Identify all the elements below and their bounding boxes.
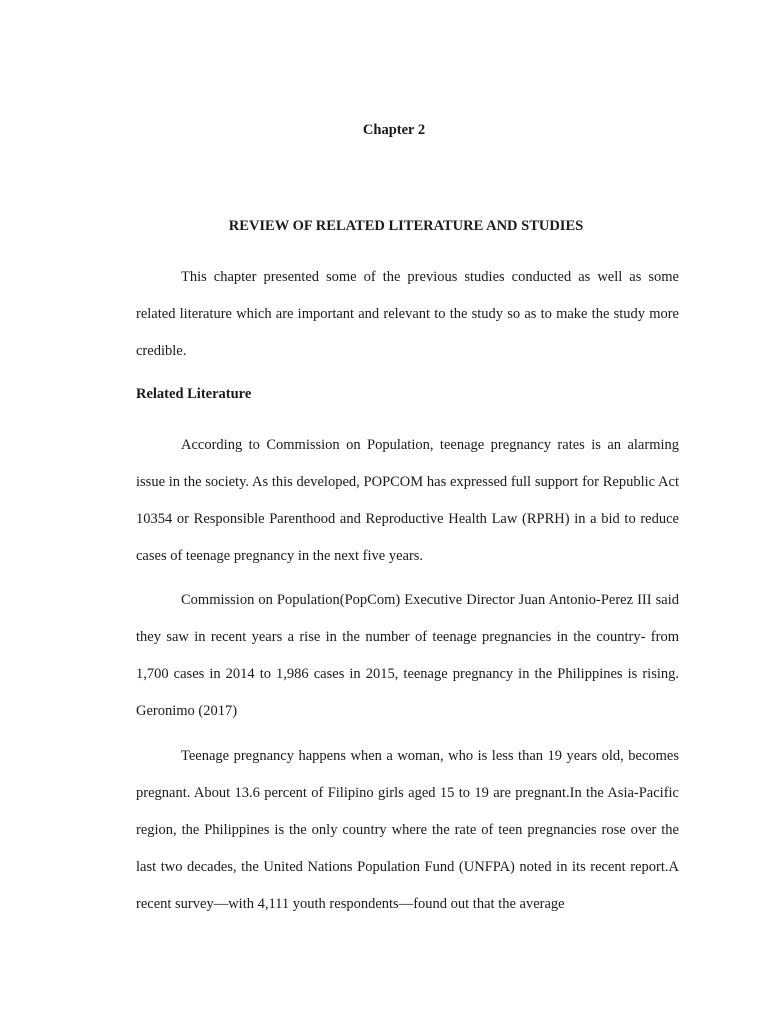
intro-paragraph: This chapter presented some of the previous studies conducted as well as some related literature which are important and relevant to the study so as to make the study more credible.: [136, 269, 679, 359]
intro-block: [136, 259, 679, 370]
section-heading: Related Literature: [136, 386, 252, 402]
chapter-number: Chapter 2: [362, 122, 426, 138]
paragraph-block-3: [136, 738, 679, 923]
chapter-title: REVIEW OF RELATED LITERATURE AND STUDIES: [228, 218, 584, 234]
paragraph-block-1: [136, 427, 679, 575]
body-paragraph: Teenage pregnancy happens when a woman, who is less than 19 years old, becomes pregnant. About 13.6 percent of Filipino girls aged 15 to 19 are pregnant.In the Asia-Pacific region, the Philippines is the only country where the rate of teen pregnancies rose over the last two decades, the United Nations Population Fund (UNFPA) noted in its recent report.A recent survey—with 4,111 youth respondents—found out that the average: [136, 748, 679, 912]
body-paragraph: Commission on Population(PopCom) Executive Director Juan Antonio-Perez III said they saw in recent years a rise in the number of teenage pregnancies in the country- from 1,700 cases in 2014 to 1,986 cases in 2015, teenage pregnancy in the Philippines is rising. Geronimo (2017): [136, 592, 679, 719]
body-paragraph: According to Commission on Population, teenage pregnancy rates is an alarming issue in the society. As this developed, POPCOM has expressed full support for Republic Act 10354 or Responsible Parenthood and Reproductive Health Law (RPRH) in a bid to reduce cases of teenage pregnancy in the next five years.: [136, 437, 679, 564]
paragraph-block-2: [136, 582, 679, 730]
